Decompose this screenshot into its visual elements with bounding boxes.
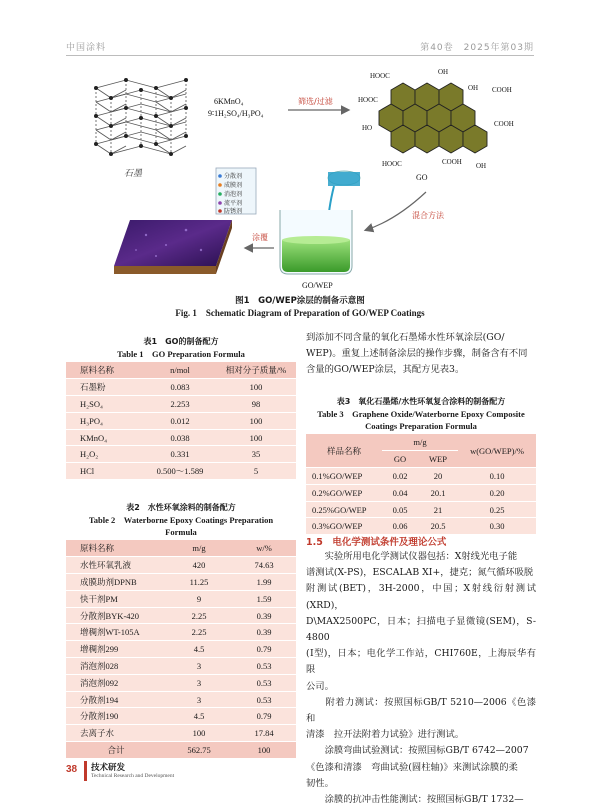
table-3 — [306, 434, 536, 535]
table-row — [66, 396, 296, 413]
cell: 0.06 — [382, 518, 418, 535]
table-row — [66, 691, 296, 708]
table-3-caption-en-2: Coatings Preparation Formula — [365, 421, 477, 431]
figure-1-schematic — [66, 60, 534, 292]
cell: 分散剂194 — [66, 691, 166, 708]
cell: 0.500～1.589 — [144, 463, 216, 480]
cell: 2.25 — [166, 624, 232, 641]
cell: 消泡剂028 — [66, 658, 166, 675]
cell: 0.30 — [458, 518, 536, 535]
cell: H₂O₂ — [66, 446, 144, 463]
cell: 水性环氧乳液 — [66, 557, 166, 574]
text-line: 到添加不同含量的氧化石墨烯水性环氧涂层(GO/ — [306, 332, 505, 343]
table-2-header-w: w/% — [232, 540, 296, 557]
cell: 0.25%GO/WEP — [306, 501, 382, 518]
cell: 0.2%GO/WEP — [306, 484, 382, 501]
cell: 74.63 — [232, 557, 296, 574]
cell: 3 — [166, 691, 232, 708]
table-row — [66, 574, 296, 591]
header-rule — [66, 55, 534, 56]
table-2-caption-en-1: Table 2 Waterborne Epoxy Coatings Preparation — [88, 515, 274, 525]
cell: 去离子水 — [66, 725, 166, 742]
table-row — [306, 484, 536, 501]
group-hooc-1: HOOC — [370, 72, 390, 80]
cell: 17.84 — [232, 725, 296, 742]
text-line: 涂膜的抗冲击性能测试：按照国标GB/T 1732— — [306, 794, 524, 806]
table-row — [66, 708, 296, 725]
table-2-header — [66, 540, 296, 557]
table-3-header-go: GO — [382, 451, 418, 468]
cell: 石墨粉 — [66, 379, 144, 396]
table-row — [306, 501, 536, 518]
table-3-header-name: 样品名称 — [306, 434, 382, 468]
table-row — [66, 557, 296, 574]
cell: 0.79 — [232, 708, 296, 725]
cell: 100 — [216, 412, 296, 429]
cell: 21 — [418, 501, 458, 518]
additive-5: 防锈剂 — [224, 208, 243, 215]
table-row — [66, 607, 296, 624]
group-ho: HO — [362, 124, 373, 132]
cell: 100 — [216, 379, 296, 396]
label-gowep: GO/WEP — [302, 281, 333, 290]
cell: H₂SO₄ — [66, 396, 144, 413]
cell: 0.3%GO/WEP — [306, 518, 382, 535]
text-line: 附着力测试：按照国标GB/T 5210—2006《色漆和 — [306, 696, 536, 725]
table-1-caption-cn: 表1 GO的制备配方 — [143, 337, 219, 346]
figure-caption-cn: 图1 GO/WEP涂层的制备示意图 — [235, 296, 365, 306]
cell: 100 — [232, 742, 296, 759]
issue-info: 第40卷 2025年第03期 — [420, 43, 534, 53]
group-cooh-1: COOH — [492, 86, 512, 94]
text-line: 涂膜弯曲试验测试：按照国标GB/T 6742—2007 — [306, 745, 529, 757]
cell: 9 — [166, 590, 232, 607]
table-2-header-name: 原料名称 — [66, 540, 166, 557]
table-row — [66, 412, 296, 429]
additive-box — [216, 168, 256, 215]
additive-2: 成膜剂 — [224, 182, 243, 189]
text-line: (Ⅰ型)，日本；电化学工作站，CHI760E，上海辰华有限 — [306, 648, 536, 676]
cell: 1.99 — [232, 574, 296, 591]
cell: 增稠剂WT-105A — [66, 624, 166, 641]
cell: 20.5 — [418, 518, 458, 535]
cell: 20.1 — [418, 484, 458, 501]
cell: 1.59 — [232, 590, 296, 607]
beaker — [280, 210, 352, 274]
table-3-header-mg: m/g — [382, 434, 458, 451]
additive-4: 流平剂 — [224, 200, 243, 207]
table-3-caption-en-1: Table 3 Graphene Oxide/Waterborne Epoxy Composite — [317, 409, 525, 419]
cell: 分散剂190 — [66, 708, 166, 725]
cell: 0.04 — [382, 484, 418, 501]
cell: 0.25 — [458, 501, 536, 518]
table-row — [66, 658, 296, 675]
table-row — [66, 590, 296, 607]
text-line: D\MAX2500PC，日本；扫描电子显微镜(SEM)，S-4800 — [306, 615, 536, 644]
table-1-caption-en: Table 1 GO Preparation Formula — [117, 349, 245, 359]
text-line: 清漆 拉开法附着力试验》进行测试。 — [306, 729, 465, 741]
additive-1: 分散剂 — [224, 173, 243, 180]
figure-caption-en: Fig. 1 Schematic Diagram of Preparation of GO/WEP Coatings — [175, 308, 425, 318]
table-3-header-wep: WEP — [418, 451, 458, 468]
step-mix: 混合方法 — [412, 211, 444, 220]
cell: 2.253 — [144, 396, 216, 413]
cell: 增稠剂299 — [66, 641, 166, 658]
text-line: 含量的GO/WEP涂层，其配方见表3。 — [306, 364, 465, 376]
cell: 3 — [166, 674, 232, 691]
cell: 0.083 — [144, 379, 216, 396]
cell: H₃PO₄ — [66, 412, 144, 429]
text-line: 谱测试(X-PS)，ESCALAB XI+，捷克；氮气循环吸脱 — [306, 567, 534, 579]
table-2-header-m: m/g — [166, 540, 232, 557]
cell: 0.39 — [232, 607, 296, 624]
table-row — [66, 624, 296, 641]
cell: 0.038 — [144, 429, 216, 446]
intro-paragraph — [306, 330, 536, 379]
text-line: 《色漆和清漆 弯曲试验(圆柱轴)》来测试涂膜的柔 — [306, 761, 518, 773]
text-line: WEP)。重复上述制备涂层的操作步骤，制备含有不同 — [306, 348, 528, 360]
cell: 100 — [216, 429, 296, 446]
group-hooc-3: HOOC — [382, 160, 402, 168]
go-structure — [358, 68, 514, 182]
cell: HCl — [66, 463, 144, 480]
footer-section-cn: 技术研发 — [91, 763, 126, 773]
group-oh-2: OH — [468, 84, 479, 92]
footer-bar — [84, 761, 87, 781]
table-row — [66, 641, 296, 658]
group-cooh-2: COOH — [494, 120, 514, 128]
group-oh-3: OH — [476, 162, 487, 170]
step-coat: 涂覆 — [252, 233, 268, 242]
label-go: GO — [416, 173, 428, 182]
cell: 2.25 — [166, 607, 232, 624]
cell: 4.5 — [166, 708, 232, 725]
text-line: 公司。 — [306, 680, 334, 692]
table-row — [66, 429, 296, 446]
text-line: 韧性。 — [306, 777, 334, 789]
table-row — [66, 674, 296, 691]
cell: 0.331 — [144, 446, 216, 463]
journal-name: 中国涂料 — [66, 43, 107, 53]
table-1 — [66, 362, 296, 480]
group-cooh-3: COOH — [442, 158, 462, 166]
cell: 5 — [216, 463, 296, 480]
table-3-header-w: w(GO/WEP)/% — [458, 434, 536, 468]
table-row — [66, 725, 296, 742]
coated-panel — [114, 220, 232, 274]
cell: 成膜助剂DPNB — [66, 574, 166, 591]
table-row — [306, 518, 536, 535]
text-line: 实验所用电化学测试仪器包括：X射线光电子能 — [306, 551, 518, 562]
text-line: 附测试(BET)，3H-2000，中国；X射线衍射测试(XRD)， — [306, 583, 536, 611]
table-1-header-n: n/mol — [144, 362, 216, 379]
cell: 0.10 — [458, 468, 536, 485]
reagent-line-1: 6KMnO₄ — [214, 97, 244, 106]
cell: 0.79 — [232, 641, 296, 658]
table-3-header — [306, 434, 536, 451]
cell: 0.39 — [232, 624, 296, 641]
table-2-total-row — [66, 742, 296, 759]
cell: 0.53 — [232, 691, 296, 708]
cell: 20 — [418, 468, 458, 485]
cell: 35 — [216, 446, 296, 463]
table-1-header-mw: 相对分子质量/% — [216, 362, 296, 379]
cell: 0.1%GO/WEP — [306, 468, 382, 485]
cell: KMnO₄ — [66, 429, 144, 446]
cell: 0.02 — [382, 468, 418, 485]
table-2 — [66, 540, 296, 759]
cell: 100 — [166, 725, 232, 742]
cell: 快干剂PM — [66, 590, 166, 607]
page-number: 38 — [66, 764, 78, 775]
group-hooc-2: HOOC — [358, 96, 378, 104]
cell: 0.05 — [382, 501, 418, 518]
cell: 562.75 — [166, 742, 232, 759]
cell: 3 — [166, 658, 232, 675]
cell: 消泡剂092 — [66, 674, 166, 691]
reagent-line-2: 9∶1H₂SO₄/H₃PO₄ — [208, 109, 264, 118]
table-2-caption-en-2: Formula — [165, 527, 197, 537]
table-row — [66, 446, 296, 463]
step-filter: 筛选/过滤 — [298, 97, 333, 106]
table-1-header — [66, 362, 296, 379]
cell: 分散剂BYK-420 — [66, 607, 166, 624]
group-oh-1: OH — [438, 68, 449, 76]
cell: 98 — [216, 396, 296, 413]
cell: 0.20 — [458, 484, 536, 501]
table-row — [66, 463, 296, 480]
label-graphite: 石墨 — [124, 169, 143, 179]
table-3-caption-cn: 表3 氧化石墨烯/水性环氧复合涂料的制备配方 — [336, 397, 506, 406]
cell: 0.012 — [144, 412, 216, 429]
section-heading: 1.5 电化学测试条件及理论公式 — [306, 537, 447, 548]
cell: 合计 — [66, 742, 166, 759]
cell: 0.53 — [232, 658, 296, 675]
cell: 0.53 — [232, 674, 296, 691]
table-2-caption-cn: 表2 水性环氧涂料的制备配方 — [126, 503, 236, 512]
cell: 420 — [166, 557, 232, 574]
footer-section-en: Technical Research and Development — [91, 773, 175, 779]
cell: 4.5 — [166, 641, 232, 658]
additive-3: 消泡剂 — [224, 191, 243, 198]
table-1-header-name: 原料名称 — [66, 362, 144, 379]
cell: 11.25 — [166, 574, 232, 591]
body-paragraphs — [306, 549, 536, 808]
table-row — [66, 379, 296, 396]
table-row — [306, 468, 536, 485]
